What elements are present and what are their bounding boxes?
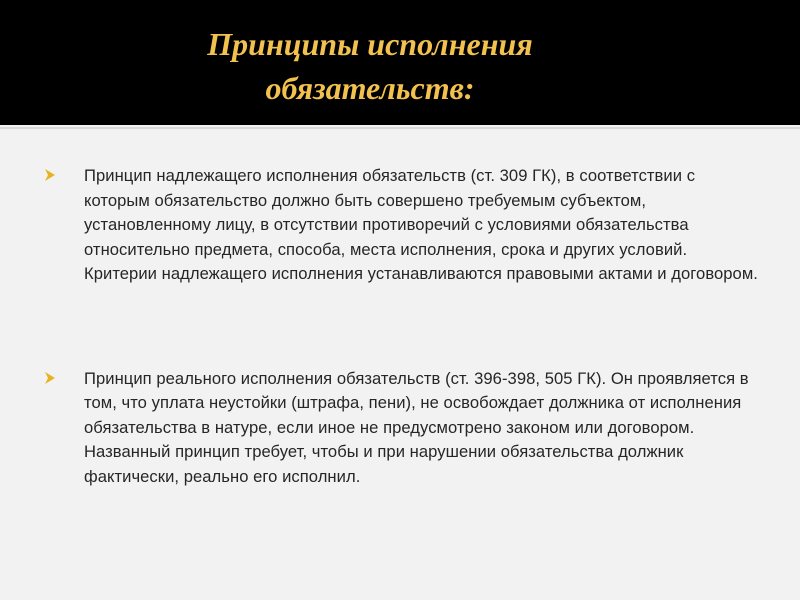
bullet-item	[44, 367, 764, 490]
bullet-text: Принцип реального исполнения обязательств (ст. 396-398, 505 ГК). Он проявляется в том, что уплата неустойки (штрафа, пени), не освобождает должника от исполнения обязательства в натуре, если иное не предусмотрено законом или договором. Названный принцип требует, чтобы и при нарушении обязательства должник фактически, реально его исполнил.	[84, 368, 749, 486]
bullet-list	[44, 164, 764, 569]
title-band	[0, 0, 800, 125]
arrow-bullet-icon	[44, 168, 56, 182]
slide-title: Принципы исполнения обязательств:	[207, 26, 533, 106]
arrow-bullet-icon	[44, 371, 56, 385]
title-divider	[0, 127, 800, 129]
bullet-item	[44, 164, 764, 287]
bullet-text: Принцип надлежащего исполнения обязательств (ст. 309 ГК), в соответствии с которым обязательство должно быть совершено требуемым субъектом, установленному лицу, в отсутствии противоречий с условиями обязательства относительно предмета, способа, места исполнения, срока и других условий. Критерии надлежащего исполнения устанавливаются правовыми актами и договором.	[84, 166, 758, 283]
